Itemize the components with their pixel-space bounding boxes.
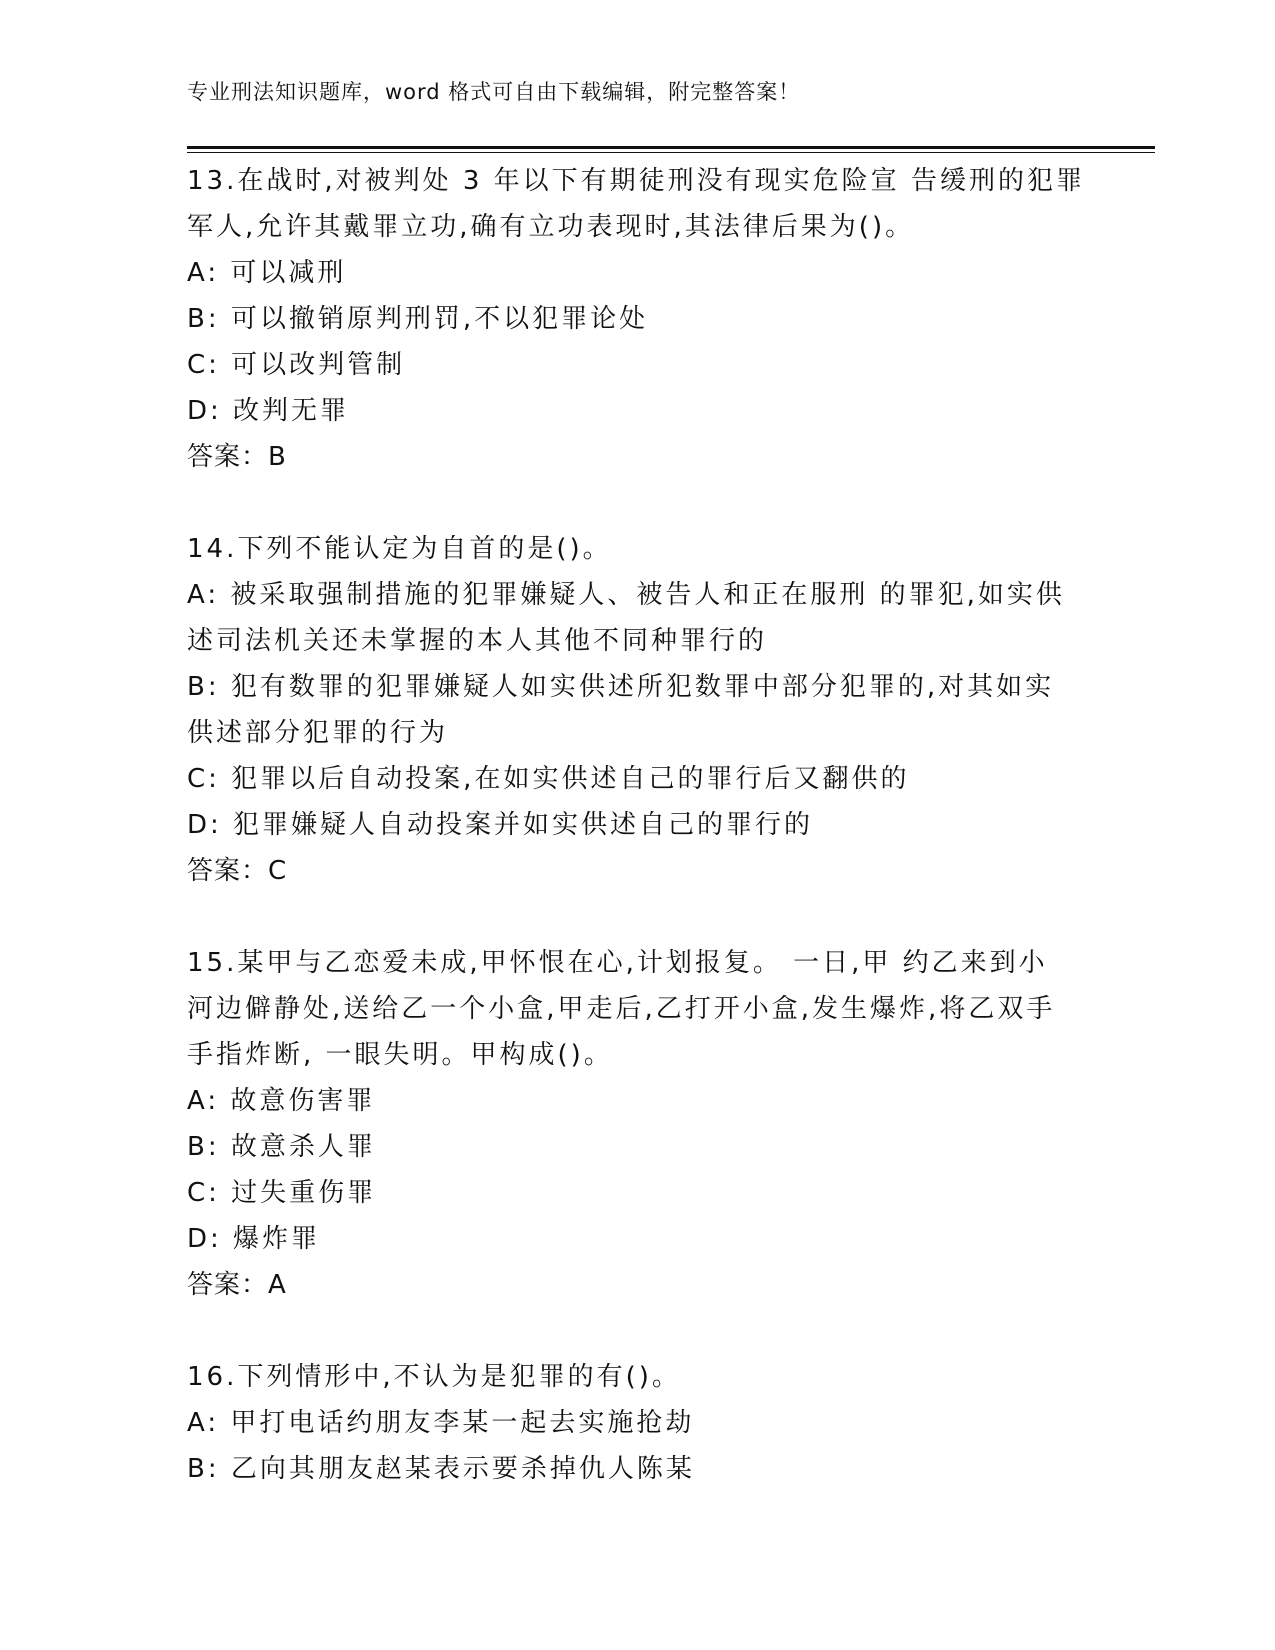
header-rule-thin <box>187 152 1155 153</box>
page-header: 专业刑法知识题库，word 格式可自由下载编辑，附完整答案！ <box>187 80 801 104</box>
option-d: D: 爆炸罪 <box>187 1224 321 1254</box>
option-b: B: 乙向其朋友赵某表示要杀掉仇人陈某 <box>187 1454 695 1484</box>
question-13 <box>187 158 1087 480</box>
option-a: A: 甲打电话约朋友李某一起去实施抢劫 <box>187 1408 695 1438</box>
option-b-continued: 供述部分犯罪的行为 <box>187 718 449 748</box>
question-15 <box>187 940 1087 1308</box>
option-a: A: 故意伤害罪 <box>187 1086 376 1116</box>
question-text-line: 13.在战时,对被判处 3 年以下有期徒刑没有现实危险宣 告缓刑的犯罪 <box>187 166 1085 196</box>
option-b: B: 可以撤销原判刑罚,不以犯罪论处 <box>187 304 649 334</box>
spacer <box>187 894 1087 940</box>
question-list <box>187 158 1087 1492</box>
question-14 <box>187 526 1087 894</box>
option-c: C: 犯罪以后自动投案,在如实供述自己的罪行后又翻供的 <box>187 764 910 794</box>
spacer <box>187 480 1087 526</box>
option-a: A: 被采取强制措施的犯罪嫌疑人、被告人和正在服刑 的罪犯,如实供 <box>187 580 1065 610</box>
option-d: D: 改判无罪 <box>187 396 350 426</box>
question-text-line: 军人,允许其戴罪立功,确有立功表现时,其法律后果为()。 <box>187 212 915 242</box>
option-c: C: 过失重伤罪 <box>187 1178 377 1208</box>
spacer <box>187 1308 1087 1354</box>
option-a-continued: 述司法机关还未掌握的本人其他不同种罪行的 <box>187 626 768 656</box>
option-c: C: 可以改判管制 <box>187 350 406 380</box>
header-rule-thick <box>187 146 1155 149</box>
answer-line: 答案：A <box>187 1270 287 1300</box>
question-text-line: 手指炸断, 一眼失明。甲构成()。 <box>187 1040 613 1070</box>
question-text-line: 15.某甲与乙恋爱未成,甲怀恨在心,计划报复。 一日,甲 约乙来到小 <box>187 948 1048 978</box>
option-b: B: 犯有数罪的犯罪嫌疑人如实供述所犯数罪中部分犯罪的,对其如实 <box>187 672 1055 702</box>
question-text-line: 河边僻静处,送给乙一个小盒,甲走后,乙打开小盒,发生爆炸,将乙双手 <box>187 994 1056 1024</box>
question-text-line: 14.下列不能认定为自首的是()。 <box>187 534 612 564</box>
answer-line: 答案：B <box>187 442 287 472</box>
option-a: A: 可以减刑 <box>187 258 347 288</box>
option-d: D: 犯罪嫌疑人自动投案并如实供述自己的罪行的 <box>187 810 814 840</box>
answer-line: 答案：C <box>187 856 288 886</box>
question-16 <box>187 1354 1087 1492</box>
question-text-line: 16.下列情形中,不认为是犯罪的有()。 <box>187 1362 681 1392</box>
option-b: B: 故意杀人罪 <box>187 1132 376 1162</box>
